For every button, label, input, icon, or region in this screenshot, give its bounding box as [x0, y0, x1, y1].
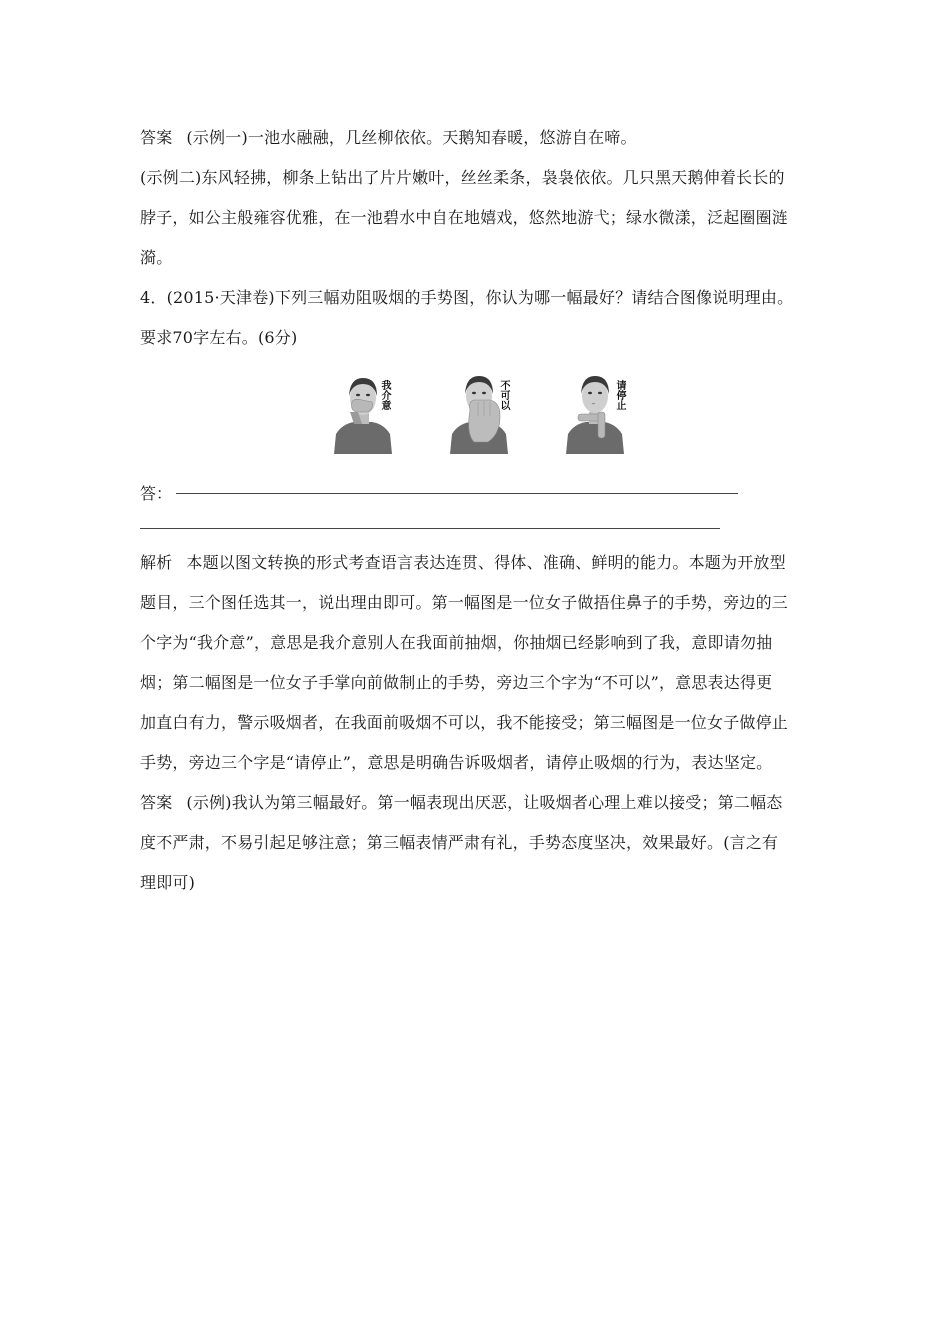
prev-answer-line-2: (示例二)东风轻拂，柳条上钻出了片片嫩叶，丝丝柔条，袅袅依依。几只黑天鹅伸着长长的: [140, 168, 785, 187]
figure-caption-1: 我介意: [379, 380, 390, 410]
answer-label: 答案: [140, 793, 173, 812]
answer-line-3: 理即可): [140, 873, 196, 892]
prev-answer-line-1: 答案 (示例一)一池水融融，几丝柳依依。天鹅知春暖，悠游自在啼。: [140, 128, 637, 147]
answer-prompt: 答：: [140, 484, 173, 503]
analysis-line-2: 题目，三个图任选其一，说出理由即可。第一幅图是一位女子做捂住鼻子的手势，旁边的三: [140, 593, 789, 612]
figure-t-stop: [564, 372, 628, 454]
prev-answer-label: 答案: [140, 128, 173, 147]
analysis-line-5: 加直白有力，警示吸烟者，在我面前吸烟不可以，我不能接受；第三幅图是一位女子做停止: [140, 713, 789, 732]
analysis-line-6: 手势，旁边三个字是“请停止”，意思是明确告诉吸烟者，请停止吸烟的行为，表达坚定。: [140, 753, 773, 772]
prev-answer-line-3: 脖子，如公主般雍容优雅，在一池碧水中自在地嬉戏，悠然地游弋；绿水微漾，泛起圈圈涟: [140, 208, 789, 227]
question-line-1: 4．(2015·天津卷)下列三幅劝阻吸烟的手势图，你认为哪一幅最好？请结合图像说明理由。: [140, 288, 794, 307]
answer-rule-1[interactable]: [176, 493, 738, 494]
figure-caption-3: 请停止: [614, 380, 625, 410]
document-page: [140, 118, 820, 903]
gesture-figures: [140, 372, 820, 462]
analysis-line-3: 个字为“我介意”，意思是我介意别人在我面前抽烟，你抽烟已经影响到了我，意即请勿抽: [140, 633, 773, 652]
figure-caption-2: 不可以: [498, 380, 509, 410]
figure-cover-nose: [332, 372, 396, 454]
answer-blank-line: [140, 468, 820, 504]
answer-line-2: 度不严肃，不易引起足够注意；第三幅表情严肃有礼，手势态度坚决，效果最好。(言之有: [140, 833, 779, 852]
analysis-line-4: 烟；第二幅图是一位女子手掌向前做制止的手势，旁边三个字为“不可以”，意思表达得更: [140, 673, 773, 692]
analysis-label: 解析: [140, 553, 173, 572]
question-line-2: 要求70字左右。(6分): [140, 328, 298, 347]
analysis-line-1: 解析 本题以图文转换的形式考查语言表达连贯、得体、准确、鲜明的能力。本题为开放型: [140, 553, 786, 572]
answer-line-1: 答案 (示例)我认为第三幅最好。第一幅表现出厌恶，让吸烟者心理上难以接受；第二幅态: [140, 793, 783, 812]
answer-rule-2[interactable]: [140, 528, 720, 529]
figure-palm-stop: [448, 372, 512, 454]
prev-answer-line-4: 漪。: [140, 248, 173, 267]
